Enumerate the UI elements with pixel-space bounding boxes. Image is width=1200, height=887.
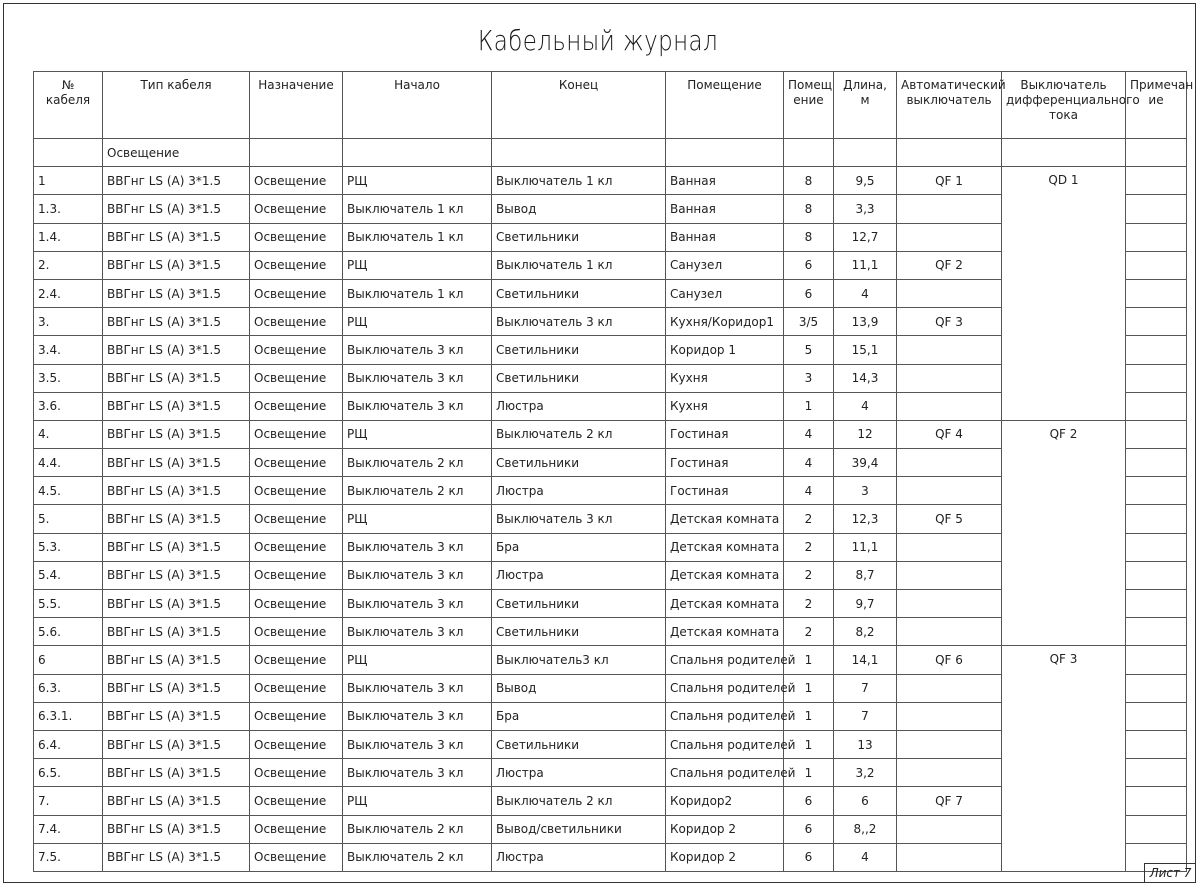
table-cell: Кухня: [666, 392, 784, 420]
table-cell: Выключатель 3 кл: [492, 505, 666, 533]
table-cell: Выключатель3 кл: [492, 646, 666, 674]
table-cell: 2: [784, 533, 834, 561]
table-cell: 3.: [34, 308, 103, 336]
table-cell: Светильники: [492, 336, 666, 364]
table-cell: Вывод: [492, 674, 666, 702]
table-cell: [1126, 420, 1187, 448]
table-cell: Освещение: [250, 815, 343, 843]
table-cell: РЩ: [343, 646, 492, 674]
table-cell: QF 4: [897, 420, 1002, 448]
table-cell: Кухня/Коридор1: [666, 308, 784, 336]
table-cell: Выключатель 1 кл: [343, 195, 492, 223]
table-cell: 5.: [34, 505, 103, 533]
table-cell: Светильники: [492, 449, 666, 477]
table-cell: 6.5.: [34, 759, 103, 787]
table-cell: РЩ: [343, 787, 492, 815]
table-cell: Выключатель 2 кл: [343, 449, 492, 477]
table-cell: 1.3.: [34, 195, 103, 223]
table-cell: [897, 590, 1002, 618]
table-cell: [897, 477, 1002, 505]
table-cell: [897, 815, 1002, 843]
table-cell: 6: [784, 843, 834, 871]
column-header: № кабеля: [34, 72, 103, 139]
column-header: Автоматический выключатель: [897, 72, 1002, 139]
table-cell: Люстра: [492, 477, 666, 505]
table-cell: Освещение: [250, 561, 343, 589]
table-cell: 6.3.: [34, 674, 103, 702]
table-row: [34, 167, 1187, 195]
table-cell: [897, 843, 1002, 871]
table-cell: Детская комната: [666, 618, 784, 646]
table-cell: Освещение: [250, 251, 343, 279]
table-cell: ВВГнг LS (A) 3*1.5: [103, 392, 250, 420]
table-cell: [1126, 308, 1187, 336]
table-cell: 3/5: [784, 308, 834, 336]
table-cell: [897, 618, 1002, 646]
table-cell: 6: [784, 787, 834, 815]
table-cell: Светильники: [492, 364, 666, 392]
table-cell: 11,1: [834, 533, 897, 561]
table-cell: [1126, 702, 1187, 730]
table-cell: 2.4.: [34, 279, 103, 307]
table-cell: ВВГнг LS (A) 3*1.5: [103, 279, 250, 307]
table-cell: Коридор 2: [666, 815, 784, 843]
table-cell: Освещение: [250, 505, 343, 533]
table-cell: Выключатель 3 кл: [343, 533, 492, 561]
table-cell: 2: [784, 505, 834, 533]
table-cell: Освещение: [250, 167, 343, 195]
table-cell: 6: [834, 787, 897, 815]
table-cell: 4: [834, 843, 897, 871]
table-cell: QF 5: [897, 505, 1002, 533]
table-cell: 11,1: [834, 251, 897, 279]
table-cell: Выключатель 1 кл: [492, 167, 666, 195]
column-header: Помещение: [666, 72, 784, 139]
table-cell: 6: [784, 279, 834, 307]
table-cell: 13: [834, 730, 897, 758]
table-cell: [1126, 787, 1187, 815]
table-cell: ВВГнг LS (A) 3*1.5: [103, 195, 250, 223]
table-cell: ВВГнг LS (A) 3*1.5: [103, 308, 250, 336]
table-cell: 4: [834, 279, 897, 307]
table-cell: Выключатель 2 кл: [492, 420, 666, 448]
table-cell: ВВГнг LS (A) 3*1.5: [103, 223, 250, 251]
table-cell: 2: [784, 590, 834, 618]
table-cell: 6.4.: [34, 730, 103, 758]
table-cell: ВВГнг LS (A) 3*1.5: [103, 730, 250, 758]
table-cell: ВВГнг LS (A) 3*1.5: [103, 618, 250, 646]
table-cell: Детская комната: [666, 505, 784, 533]
table-cell: 7.: [34, 787, 103, 815]
table-cell: ВВГнг LS (A) 3*1.5: [103, 364, 250, 392]
table-cell: [897, 561, 1002, 589]
table-cell: QF 3: [1002, 646, 1126, 872]
column-header: Назначение: [250, 72, 343, 139]
table-cell: Гостиная: [666, 477, 784, 505]
table-cell: Выключатель 2 кл: [343, 843, 492, 871]
table-cell: 2: [784, 618, 834, 646]
table-cell: Освещение: [250, 787, 343, 815]
table-cell: Кухня: [666, 364, 784, 392]
table-cell: РЩ: [343, 505, 492, 533]
table-cell: QF 6: [897, 646, 1002, 674]
cable-journal-table: [33, 71, 1194, 872]
table-cell: QD 1: [1002, 167, 1126, 421]
table-cell: [343, 139, 492, 167]
table-cell: 6: [34, 646, 103, 674]
table-cell: Выключатель 1 кл: [343, 223, 492, 251]
table-cell: РЩ: [343, 308, 492, 336]
table-row: [34, 646, 1187, 674]
column-header: Выключатель дифференциального тока: [1002, 72, 1126, 139]
table-cell: ВВГнг LS (A) 3*1.5: [103, 787, 250, 815]
table-cell: 8,,2: [834, 815, 897, 843]
table-cell: [897, 139, 1002, 167]
table-cell: Санузел: [666, 279, 784, 307]
table-cell: [1126, 336, 1187, 364]
table-cell: Выключатель 3 кл: [343, 392, 492, 420]
table-cell: Детская комната: [666, 533, 784, 561]
table-cell: 13,9: [834, 308, 897, 336]
table-cell: 4: [784, 477, 834, 505]
table-cell: [897, 449, 1002, 477]
table-cell: [897, 702, 1002, 730]
table-cell: Выключатель 3 кл: [343, 759, 492, 787]
table-cell: 8,2: [834, 618, 897, 646]
table-cell: РЩ: [343, 251, 492, 279]
table-cell: Освещение: [250, 420, 343, 448]
table-cell: [1126, 139, 1187, 167]
table-cell: Выключатель 1 кл: [492, 251, 666, 279]
table-cell: Люстра: [492, 759, 666, 787]
table-cell: QF 1: [897, 167, 1002, 195]
table-cell: Люстра: [492, 843, 666, 871]
table-cell: Коридор 1: [666, 336, 784, 364]
table-cell: [1126, 392, 1187, 420]
table-cell: [1126, 195, 1187, 223]
table-cell: Освещение: [250, 364, 343, 392]
table-cell: [897, 730, 1002, 758]
table-cell: 5.6.: [34, 618, 103, 646]
table-cell: ВВГнг LS (A) 3*1.5: [103, 420, 250, 448]
table-cell: Выключатель 3 кл: [343, 336, 492, 364]
table-cell: Спальня родителей: [666, 674, 784, 702]
table-cell: Люстра: [492, 561, 666, 589]
table-cell: Освещение: [250, 759, 343, 787]
table-cell: [1126, 759, 1187, 787]
table-cell: РЩ: [343, 167, 492, 195]
table-cell: QF 2: [1002, 420, 1126, 646]
table-cell: Спальня родителей: [666, 702, 784, 730]
table-cell: [897, 336, 1002, 364]
table-cell: 3: [784, 364, 834, 392]
table-cell: Выключатель 2 кл: [343, 815, 492, 843]
column-header: Помещ ение: [784, 72, 834, 139]
table-cell: Выключатель 3 кл: [343, 364, 492, 392]
column-header: Конец: [492, 72, 666, 139]
table-cell: Выключатель 3 кл: [343, 590, 492, 618]
table-cell: Светильники: [492, 590, 666, 618]
table-body: [34, 139, 1187, 872]
table-cell: Светильники: [492, 279, 666, 307]
table-cell: ВВГнг LS (A) 3*1.5: [103, 815, 250, 843]
table-cell: 3.4.: [34, 336, 103, 364]
table-cell: ВВГнг LS (A) 3*1.5: [103, 449, 250, 477]
table-cell: 9,5: [834, 167, 897, 195]
table-cell: [1126, 167, 1187, 195]
page-title: Кабельный журнал: [477, 24, 719, 57]
table-cell: Освещение: [250, 336, 343, 364]
table-cell: Спальня родителей: [666, 759, 784, 787]
column-header: Тип кабеля: [103, 72, 250, 139]
table-cell: ВВГнг LS (A) 3*1.5: [103, 561, 250, 589]
table-cell: Освещение: [250, 279, 343, 307]
table-cell: Ванная: [666, 195, 784, 223]
table-cell: ВВГнг LS (A) 3*1.5: [103, 251, 250, 279]
column-header: Длина, м: [834, 72, 897, 139]
table-cell: 1: [784, 392, 834, 420]
table-cell: 3.6.: [34, 392, 103, 420]
table-cell: 7: [834, 702, 897, 730]
table-cell: Люстра: [492, 392, 666, 420]
table-cell: 6: [784, 251, 834, 279]
table-cell: Ванная: [666, 223, 784, 251]
table-cell: 3,3: [834, 195, 897, 223]
table-cell: 7: [834, 674, 897, 702]
table-cell: 6.3.1.: [34, 702, 103, 730]
table-cell: 8: [784, 167, 834, 195]
table-cell: ВВГнг LS (A) 3*1.5: [103, 674, 250, 702]
table-cell: [1126, 364, 1187, 392]
table-cell: 1.4.: [34, 223, 103, 251]
table-cell: 5.3.: [34, 533, 103, 561]
table-cell: [1126, 449, 1187, 477]
table-cell: 39,4: [834, 449, 897, 477]
table-cell: Выключатель 3 кл: [343, 702, 492, 730]
table-cell: 1: [784, 759, 834, 787]
table-cell: Освещение: [250, 195, 343, 223]
table-cell: ВВГнг LS (A) 3*1.5: [103, 843, 250, 871]
column-header: Начало: [343, 72, 492, 139]
table-cell: 5.5.: [34, 590, 103, 618]
table-cell: [492, 139, 666, 167]
column-header: Примечан ие: [1126, 72, 1187, 139]
table-cell: Освещение: [250, 843, 343, 871]
table-cell: ВВГнг LS (A) 3*1.5: [103, 533, 250, 561]
table-cell: Выключатель 1 кл: [343, 279, 492, 307]
table-cell: 5.4.: [34, 561, 103, 589]
table-cell: 12: [834, 420, 897, 448]
table-cell: Освещение: [250, 392, 343, 420]
table-cell: [1126, 477, 1187, 505]
table-cell: Освещение: [250, 618, 343, 646]
table-cell: ВВГнг LS (A) 3*1.5: [103, 759, 250, 787]
table-cell: 8: [784, 195, 834, 223]
table-cell: 1: [34, 167, 103, 195]
table-cell: [1126, 505, 1187, 533]
table-cell: Спальня родителей: [666, 646, 784, 674]
table-cell: Бра: [492, 533, 666, 561]
table-cell: 2: [784, 561, 834, 589]
table-cell: ВВГнг LS (A) 3*1.5: [103, 646, 250, 674]
table-cell: Выключатель 3 кл: [343, 730, 492, 758]
table-cell: Вывод/светильники: [492, 815, 666, 843]
table-cell: QF 2: [897, 251, 1002, 279]
table-cell: Освещение: [250, 308, 343, 336]
table-cell: РЩ: [343, 420, 492, 448]
table-cell: 14,1: [834, 646, 897, 674]
table-cell: QF 7: [897, 787, 1002, 815]
table-cell: Освещение: [250, 674, 343, 702]
table-cell: [897, 279, 1002, 307]
table-cell: Светильники: [492, 730, 666, 758]
table-cell: 8: [784, 223, 834, 251]
table-cell: Освещение: [250, 702, 343, 730]
table-cell: 2.: [34, 251, 103, 279]
table-cell: 4: [834, 392, 897, 420]
table-cell: Коридор2: [666, 787, 784, 815]
table-cell: Освещение: [250, 223, 343, 251]
table-cell: Выключатель 3 кл: [343, 618, 492, 646]
table-cell: [897, 392, 1002, 420]
table-cell: Вывод: [492, 195, 666, 223]
table-cell: 9,7: [834, 590, 897, 618]
table-cell: Выключатель 2 кл: [343, 477, 492, 505]
table-cell: Выключатель 2 кл: [492, 787, 666, 815]
table-cell: [1126, 590, 1187, 618]
table-cell: Санузел: [666, 251, 784, 279]
table-cell: Коридор 2: [666, 843, 784, 871]
table-cell: 1: [784, 730, 834, 758]
table-cell: 3: [834, 477, 897, 505]
table-cell: ВВГнг LS (A) 3*1.5: [103, 590, 250, 618]
table-cell: Освещение: [250, 449, 343, 477]
table-cell: 6: [784, 815, 834, 843]
table-cell: [897, 195, 1002, 223]
table-cell: [1126, 279, 1187, 307]
table-cell: ВВГнг LS (A) 3*1.5: [103, 702, 250, 730]
table-cell: Бра: [492, 702, 666, 730]
table-cell: [897, 364, 1002, 392]
table-cell: Гостиная: [666, 449, 784, 477]
table-cell: Ванная: [666, 167, 784, 195]
table-cell: 4.5.: [34, 477, 103, 505]
table-cell: Освещение: [250, 730, 343, 758]
table-cell: [1126, 223, 1187, 251]
table-cell: 1: [784, 646, 834, 674]
table-cell: ВВГнг LS (A) 3*1.5: [103, 336, 250, 364]
table-cell: [897, 759, 1002, 787]
table-cell: Выключатель 3 кл: [343, 561, 492, 589]
table-cell: 12,7: [834, 223, 897, 251]
table-cell: [784, 139, 834, 167]
table-row: [34, 420, 1187, 448]
table-cell: ВВГнг LS (A) 3*1.5: [103, 167, 250, 195]
table-cell: ВВГнг LS (A) 3*1.5: [103, 477, 250, 505]
section-row: [34, 139, 1187, 167]
table-cell: 4.4.: [34, 449, 103, 477]
table-cell: [897, 674, 1002, 702]
table-cell: Светильники: [492, 618, 666, 646]
table-cell: 5: [784, 336, 834, 364]
table-cell: Выключатель 3 кл: [343, 674, 492, 702]
table-cell: [1126, 561, 1187, 589]
table-cell: 15,1: [834, 336, 897, 364]
table-cell: [250, 139, 343, 167]
table-cell: [897, 223, 1002, 251]
table-cell: QF 3: [897, 308, 1002, 336]
table-cell: 7.4.: [34, 815, 103, 843]
table-cell: [666, 139, 784, 167]
table-cell: Детская комната: [666, 561, 784, 589]
table-cell: Освещение: [250, 590, 343, 618]
table-cell: [34, 139, 103, 167]
table-cell: Спальня родителей: [666, 730, 784, 758]
table-cell: Освещение: [250, 646, 343, 674]
table-cell: 3.5.: [34, 364, 103, 392]
table-cell: [1126, 618, 1187, 646]
table-cell: [1126, 251, 1187, 279]
table-cell: 1: [784, 674, 834, 702]
table-cell: ВВГнг LS (A) 3*1.5: [103, 505, 250, 533]
table-cell: Детская комната: [666, 590, 784, 618]
table-cell: 4: [784, 420, 834, 448]
sheet-number: Лист 7: [1144, 863, 1196, 883]
table-header: [34, 72, 1194, 139]
table-cell: 7.5.: [34, 843, 103, 871]
table-cell: Освещение: [250, 533, 343, 561]
table-cell: 8,7: [834, 561, 897, 589]
table-cell: [1126, 646, 1187, 674]
table-cell: 3,2: [834, 759, 897, 787]
table-cell: Выключатель 3 кл: [492, 308, 666, 336]
table-cell: [1002, 139, 1126, 167]
table-cell: [897, 533, 1002, 561]
table-cell: 1: [784, 702, 834, 730]
table-cell: [1126, 730, 1187, 758]
table-cell: Светильники: [492, 223, 666, 251]
table-cell: 4: [784, 449, 834, 477]
table-cell: [1126, 815, 1187, 843]
table-cell: [834, 139, 897, 167]
section-label: Освещение: [103, 139, 250, 167]
table-cell: Гостиная: [666, 420, 784, 448]
table-cell: Освещение: [250, 477, 343, 505]
table-cell: 14,3: [834, 364, 897, 392]
table-cell: 4.: [34, 420, 103, 448]
table-cell: [1126, 674, 1187, 702]
table-cell: [1126, 533, 1187, 561]
table-cell: 12,3: [834, 505, 897, 533]
